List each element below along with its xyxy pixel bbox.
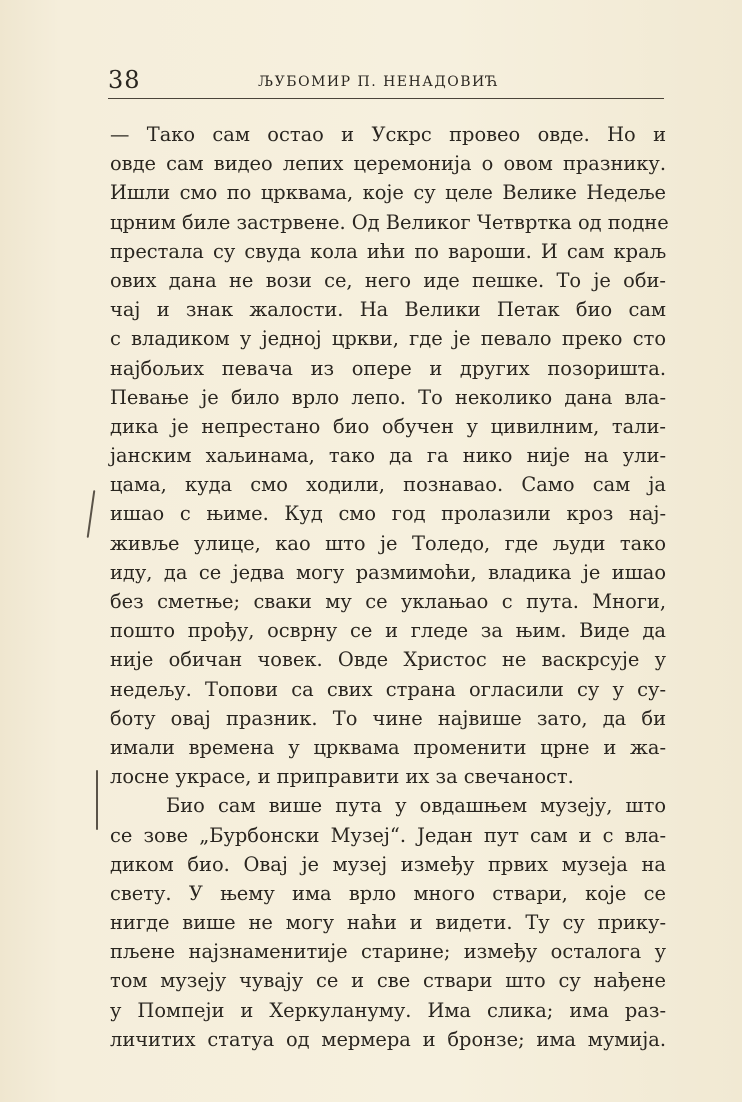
text-line: чај и знак жалости. На Велики Петак био сам — [110, 298, 666, 322]
text-line: јанским хаљинама, тако да га нико није на ули- — [110, 444, 666, 468]
text-line: овде сам видео лепих церемонија о овом празнику. — [110, 152, 666, 176]
text-line: Био сам више пута у овдашњем музеју, што — [166, 794, 666, 818]
margin-pencil-mark — [87, 490, 96, 538]
text-line: лосне украсе, и приправити их за свечаност. — [110, 765, 574, 789]
paragraph — [110, 120, 669, 791]
paragraph — [110, 791, 666, 1054]
text-line: ових дана не вози се, него иде пешке. То је оби- — [110, 268, 666, 292]
text-line: у Помпеји и Херкулануму. Има слика; има раз- — [110, 998, 666, 1022]
text-line: дика је непрестано био обучен у цивилним, тали- — [110, 414, 666, 438]
text-line: диком био. Овај је музеј између првих музеја на — [110, 852, 666, 876]
text-line: пошто прођу, осврну се и гледе за њим. Виде да — [110, 619, 666, 643]
text-line: цама, куда смо ходили, познавао. Само сам ја — [110, 473, 666, 497]
text-line: се зове „Бурбонски Музеј“. Један пут сам и с вла- — [110, 823, 666, 847]
text-line: недељу. Топови са свих страна огласили су у су- — [110, 677, 666, 701]
body-text — [110, 120, 669, 1054]
text-line: живље улице, као што је Толедо, где људи тако — [110, 531, 666, 555]
text-line: нигде више не могу наћи и видети. Ту су прику- — [110, 911, 666, 935]
page-header — [108, 62, 664, 99]
text-line: ишао с њиме. Куд смо год пролазили кроз нај- — [110, 502, 666, 526]
text-line: престала су свуда кола ићи по вароши. И сам краљ — [110, 239, 666, 263]
text-line: с владиком у једној цркви, где је певало преко сто — [110, 327, 666, 351]
text-line: боту овај празник. То чине највише зато, да би — [110, 706, 666, 730]
text-line: свету. У њему има врло много ствари, које се — [110, 881, 666, 905]
text-line: црним биле застрвене. Од Великог Четвртка од подне — [110, 210, 669, 234]
text-line: пљене најзнаменитије старине; између осталога у — [110, 940, 666, 964]
text-line: Певање је било врло лепо. То неколико дана вла- — [110, 385, 666, 409]
text-line: том музеју чувају се и све ствари што су нађене — [110, 969, 666, 993]
text-line: најбољих певача из опере и других позоришта. — [110, 356, 666, 380]
text-line: иду, да се једва могу размимоћи, владика је ишао — [110, 560, 666, 584]
page-number: 38 — [108, 66, 141, 94]
text-line: без сметње; сваки му се уклањао с пута. Многи, — [110, 590, 666, 613]
text-line: није обичан човек. Овде Христос не васкрсује у — [110, 648, 666, 672]
text-line: — Тако сам остао и Ускрс провео овде. Но и — [110, 123, 666, 146]
text-line: имали времена у црквама променити црне и жа- — [110, 735, 666, 759]
running-head: ЉУБОМИР П. НЕНАДОВИЋ — [258, 74, 500, 90]
text-line: Ишли смо по црквама, које су целе Велике Недеље — [110, 181, 666, 205]
text-line: личитих статуа од мермера и бронзе; има мумија. — [110, 1027, 666, 1051]
margin-pencil-mark — [96, 770, 98, 830]
